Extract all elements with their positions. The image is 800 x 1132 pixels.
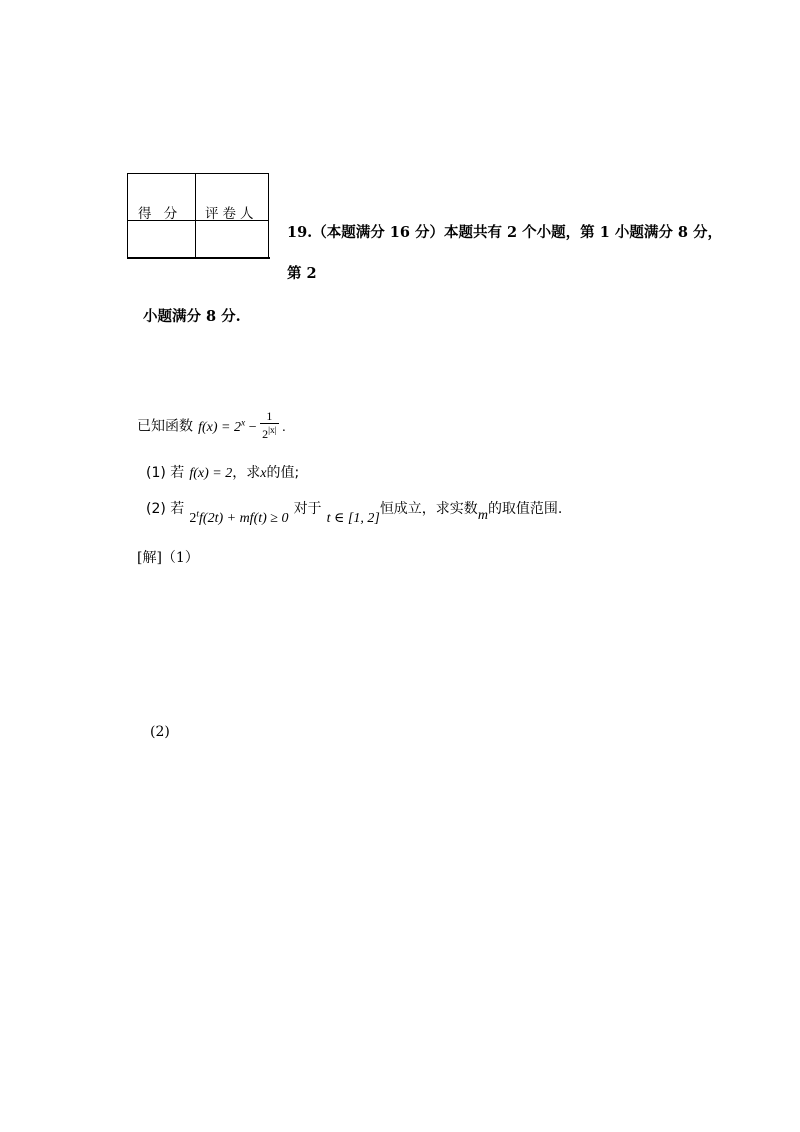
part1-tail: 的值; — [266, 465, 300, 481]
score-table — [127, 173, 269, 258]
part1-equation: f(x) = 2 — [189, 466, 233, 481]
part1-variable: x — [260, 466, 267, 481]
part2-for: 对于 — [293, 501, 322, 517]
part2-range: t ∈ [1, 2] — [326, 511, 380, 526]
solution-part1-label: [解]（1） — [137, 550, 199, 566]
table-bottom-border — [127, 257, 270, 259]
problem-heading-line3: 小题满分 8 分. — [143, 308, 241, 325]
function-lhs: f(x) = 2 — [198, 419, 241, 435]
solution-part2-label: (2) — [150, 724, 170, 740]
denominator-base: 2 — [262, 427, 269, 441]
fraction — [260, 410, 279, 441]
part1-label: (1) 若 — [146, 465, 185, 481]
inequality-rest: f(2t) + mf(t) ≥ 0 — [199, 511, 289, 526]
table-divider-horizontal — [128, 220, 268, 221]
part2-inequality — [189, 511, 288, 526]
inequality-exponent: t — [196, 509, 200, 520]
score-header: 得 分 — [138, 206, 182, 222]
table-divider-vertical — [195, 174, 196, 258]
part1-question — [146, 462, 299, 482]
problem-statement — [137, 409, 286, 443]
problem-heading-line2: 第 2 — [287, 265, 317, 282]
part2-middle: 恒成立，求实数 — [379, 501, 478, 517]
grader-header: 评卷人 — [205, 206, 258, 222]
fraction-denominator — [260, 423, 279, 441]
part2-tail: 的取值范围. — [487, 501, 563, 517]
problem-heading-line1: 19.（本题满分 16 分）本题共有 2 个小题，第 1 小题满分 8 分， — [287, 224, 723, 241]
denominator-exponent: |x| — [268, 426, 277, 436]
part2-label: (2) 若 — [146, 501, 185, 517]
inequality-base: 2 — [189, 511, 197, 526]
statement-prefix: 已知函数 — [137, 418, 193, 435]
minus-sign: − — [248, 419, 257, 435]
fraction-numerator: 1 — [266, 409, 273, 423]
function-definition — [198, 409, 286, 441]
statement-period: . — [282, 419, 286, 435]
part1-connector: ，求 — [232, 465, 261, 481]
function-exponent: x — [240, 418, 246, 429]
part2-variable: m — [477, 508, 488, 523]
